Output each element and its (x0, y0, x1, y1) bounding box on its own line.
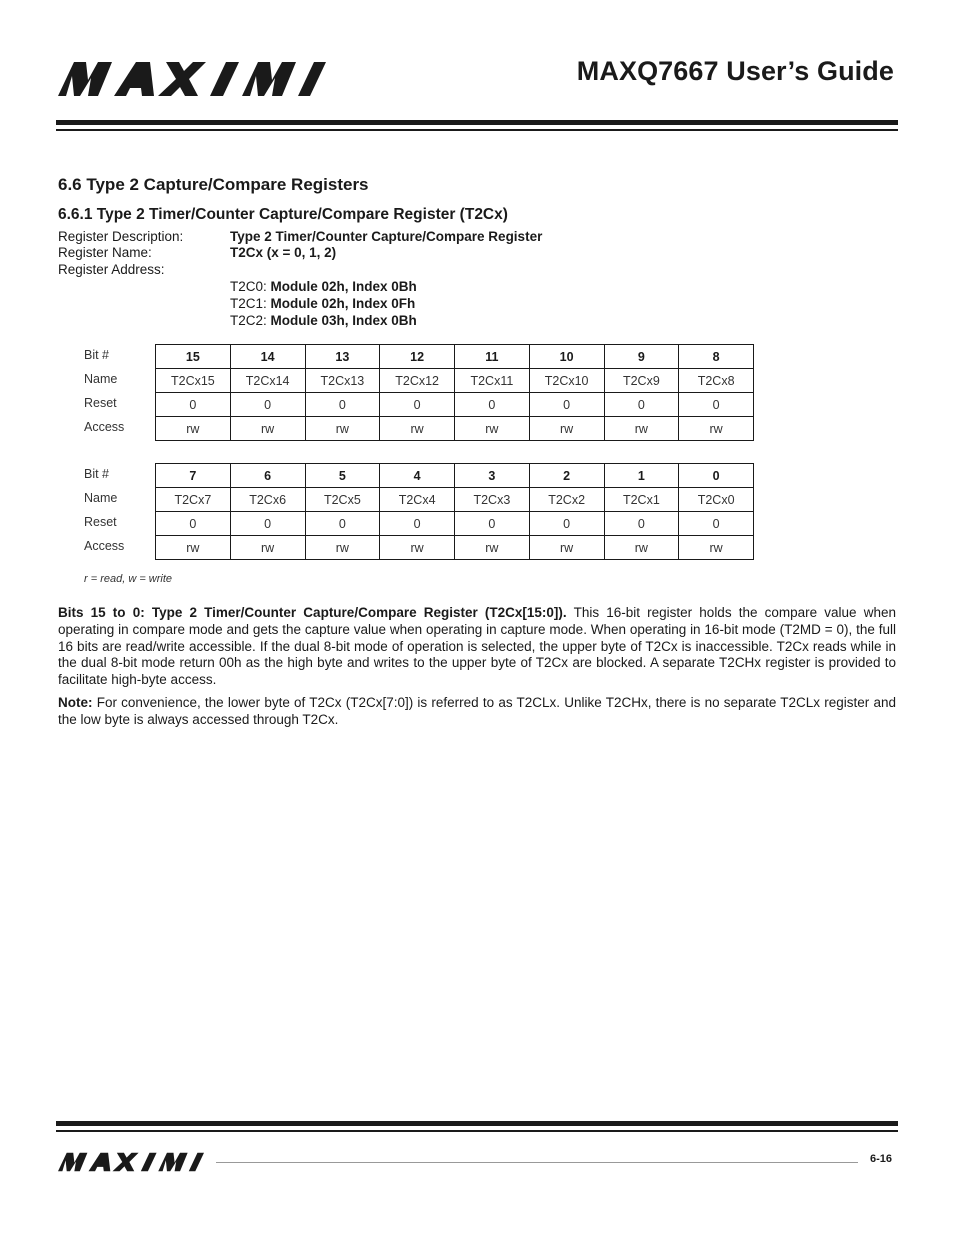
reset-row (156, 512, 754, 536)
bit-cell: 3 (455, 464, 530, 488)
address-line (230, 313, 417, 328)
reset-cell: 0 (230, 393, 305, 417)
name-cell: T2Cx6 (230, 488, 305, 512)
bit-cell: 5 (305, 464, 380, 488)
register-table-lower (155, 463, 754, 560)
subsection-heading: 6.6.1 Type 2 Timer/Counter Capture/Compare Register (T2Cx) (58, 206, 508, 223)
name-row-label: Name (84, 491, 118, 505)
name-value: T2Cx (x = 0, 1, 2) (230, 245, 337, 260)
name-cell: T2Cx12 (380, 369, 455, 393)
description-value: Type 2 Timer/Counter Capture/Compare Register (230, 229, 543, 244)
note-paragraph (58, 695, 896, 729)
reset-cell: 0 (230, 512, 305, 536)
address-reg: T2C0: (230, 279, 267, 294)
bit-cell: 8 (679, 345, 754, 369)
name-cell: T2Cx13 (305, 369, 380, 393)
name-label: Register Name: (58, 245, 152, 260)
address-reg: T2C1: (230, 296, 267, 311)
reset-cell: 0 (305, 512, 380, 536)
name-cell: T2Cx5 (305, 488, 380, 512)
bits-lead: Bits 15 to 0: Type 2 Timer/Counter Capture/Compare Register (T2Cx[15:0]). (58, 605, 567, 620)
access-row (156, 536, 754, 560)
footer-rule-thin (56, 1130, 898, 1132)
address-reg: T2C2: (230, 313, 267, 328)
name-cell: T2Cx3 (455, 488, 530, 512)
bit-cell: 1 (604, 464, 679, 488)
address-line (230, 279, 417, 294)
access-cell: rw (156, 417, 231, 441)
name-cell: T2Cx0 (679, 488, 754, 512)
bit-cell: 7 (156, 464, 231, 488)
reset-cell: 0 (604, 512, 679, 536)
bit-cell: 9 (604, 345, 679, 369)
bit-row (156, 345, 754, 369)
name-cell: T2Cx10 (529, 369, 604, 393)
header-rule-thick (56, 120, 898, 125)
description-label: Register Description: (58, 229, 184, 244)
section-heading: 6.6 Type 2 Capture/Compare Registers (58, 175, 369, 194)
bit-cell: 2 (529, 464, 604, 488)
document-title: MAXQ7667 User’s Guide (576, 56, 894, 86)
access-row-label: Access (84, 420, 125, 434)
bit-cell: 13 (305, 345, 380, 369)
reset-cell: 0 (305, 393, 380, 417)
bit-cell: 12 (380, 345, 455, 369)
name-cell: T2Cx15 (156, 369, 231, 393)
bit-row-label: Bit # (84, 467, 110, 481)
access-cell: rw (305, 536, 380, 560)
access-cell: rw (529, 417, 604, 441)
name-cell: T2Cx2 (529, 488, 604, 512)
reset-cell: 0 (380, 393, 455, 417)
note-text: For convenience, the lower byte of T2Cx (T2Cx[7:0]) is referred to as T2CLx. Unlike T2CHx, there is no separate T2CLx register and the low byte is always accessed through T2Cx. (58, 695, 896, 727)
access-cell: rw (455, 417, 530, 441)
access-cell: rw (679, 536, 754, 560)
reset-cell: 0 (380, 512, 455, 536)
access-cell: rw (156, 536, 231, 560)
bit-cell: 11 (455, 345, 530, 369)
reset-row (156, 393, 754, 417)
page-number: 6-16 (870, 1153, 893, 1165)
address-value: Module 02h, Index 0Bh (270, 279, 417, 294)
maxim-logo-footer (58, 1152, 204, 1172)
reset-cell: 0 (455, 512, 530, 536)
access-cell: rw (604, 417, 679, 441)
access-cell: rw (455, 536, 530, 560)
reset-row-label: Reset (84, 515, 117, 529)
lower-row-labels (84, 462, 124, 558)
footer-rule-thick (56, 1121, 898, 1126)
reset-cell: 0 (156, 512, 231, 536)
bit-row (156, 464, 754, 488)
name-cell: T2Cx7 (156, 488, 231, 512)
upper-row-labels (84, 343, 124, 439)
bit-cell: 4 (380, 464, 455, 488)
address-line (230, 296, 415, 311)
address-value: Module 03h, Index 0Bh (270, 313, 417, 328)
bits-text: This 16-bit register holds the compare value when operating in compare mode and gets the capture value when operating in capture mode. When operating in 16-bit mode (T2MD = 0), the full 16 bits are read/write accessible. If the dual 8-bit mode of operation is selected, the upper byte of T2Cx is inaccessible. T2Cx reads while in the dual 8-bit mode return 00h as the high byte and writes to the upper byte of T2Cx are blocked. A separate T2CHx register is provided to facilitate high-byte access. (58, 605, 896, 688)
footer-line (216, 1162, 858, 1163)
address-label: Register Address: (58, 262, 165, 277)
access-row-label: Access (84, 539, 125, 553)
reset-cell: 0 (529, 393, 604, 417)
name-cell: T2Cx14 (230, 369, 305, 393)
name-cell: T2Cx11 (455, 369, 530, 393)
name-cell: T2Cx8 (679, 369, 754, 393)
reset-cell: 0 (679, 393, 754, 417)
note-lead: Note: (58, 695, 93, 710)
name-row (156, 369, 754, 393)
access-cell: rw (380, 417, 455, 441)
access-legend: r = read, w = write (84, 573, 173, 585)
address-value: Module 02h, Index 0Fh (270, 296, 416, 311)
bit-cell: 10 (529, 345, 604, 369)
name-row (156, 488, 754, 512)
access-cell: rw (230, 417, 305, 441)
reset-cell: 0 (529, 512, 604, 536)
bit-cell: 6 (230, 464, 305, 488)
bit-row-label: Bit # (84, 348, 110, 362)
bit-cell: 15 (156, 345, 231, 369)
name-cell: T2Cx4 (380, 488, 455, 512)
bit-cell: 0 (679, 464, 754, 488)
bit-cell: 14 (230, 345, 305, 369)
name-row-label: Name (84, 372, 118, 386)
access-cell: rw (529, 536, 604, 560)
bits-description (58, 605, 896, 689)
access-cell: rw (230, 536, 305, 560)
reset-row-label: Reset (84, 396, 117, 410)
access-cell: rw (380, 536, 455, 560)
access-cell: rw (679, 417, 754, 441)
name-cell: T2Cx1 (604, 488, 679, 512)
register-table-upper (155, 344, 754, 441)
name-cell: T2Cx9 (604, 369, 679, 393)
access-cell: rw (604, 536, 679, 560)
header-rule-thin (56, 129, 898, 131)
maxim-logo (58, 62, 326, 96)
access-cell: rw (305, 417, 380, 441)
access-row (156, 417, 754, 441)
reset-cell: 0 (455, 393, 530, 417)
reset-cell: 0 (604, 393, 679, 417)
reset-cell: 0 (156, 393, 231, 417)
reset-cell: 0 (679, 512, 754, 536)
